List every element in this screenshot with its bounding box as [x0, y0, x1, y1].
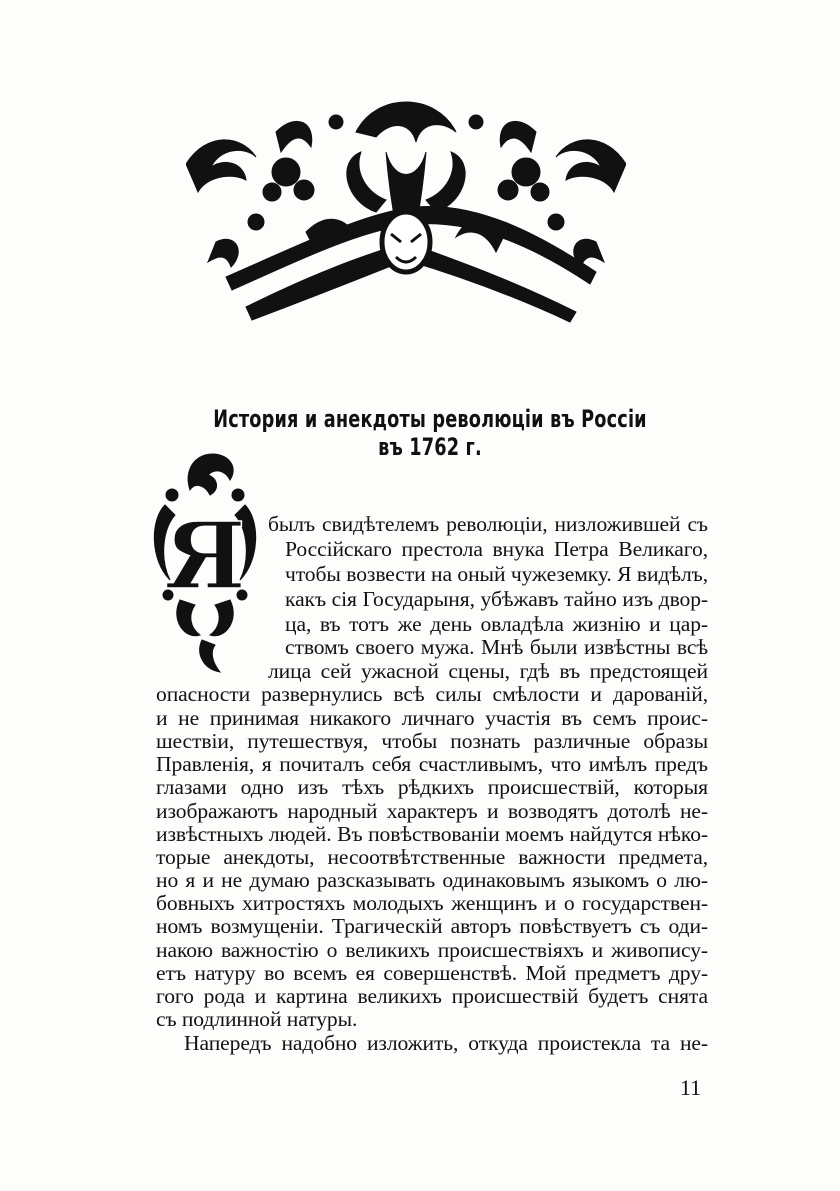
text-line: ца, въ тотъ же день овладѣла жизнію и цар-: [285, 612, 708, 636]
decorative-headpiece-ornament: [186, 92, 626, 342]
text-line: шествіи, путешествуя, чтобы познать различные образы: [156, 729, 708, 753]
text-line-last: съ подлинной натуры.: [156, 1007, 358, 1031]
chapter-title: История и анекдоты революціи въ Россіи въ 1762 г.: [213, 405, 647, 461]
text-line: чтобы возвести на оный чужеземку. Я видѣлъ,: [285, 562, 708, 586]
text-line: накою важностію о великихъ происшествіяхъ и живопису-: [156, 938, 708, 962]
text-line: опасности развернулись всѣ силы смѣлости и дарованій,: [156, 682, 708, 706]
text-line: изображаютъ народный характеръ и возводятъ дотолѣ не-: [156, 799, 708, 823]
text-line: былъ свидѣтелемъ революціи, низложившей съ: [268, 512, 708, 536]
text-line: но я и не думаю разсказывать одинаковымъ языкомъ о лю-: [156, 868, 708, 892]
text-line: Россійскаго престола внука Петра Великаго,: [285, 537, 708, 561]
text-line: лица сей ужасной сцены, гдѣ въ предстоящей: [268, 659, 708, 683]
text-line: ствомъ своего мужа. Мнѣ были извѣстны всѣ: [285, 635, 708, 659]
text-line: етъ натуру во всемъ ея совершенствѣ. Мой предметъ дру-: [156, 961, 708, 985]
text-line: бовныхъ хитростяхъ молодыхъ женщинъ и о государствен-: [156, 891, 708, 915]
page-number: 11: [680, 1075, 702, 1100]
text-line: глазами одно изъ тѣхъ рѣдкихъ происшествій, которыя: [156, 775, 708, 799]
text-line: номъ возмущеніи. Трагическій авторъ повѣствуетъ съ оди-: [156, 914, 708, 938]
drop-cap-letter: Я: [164, 502, 246, 610]
decorated-drop-cap: [150, 450, 260, 675]
paragraph-start-line: Напередъ надобно изложить, откуда проистекла та не-: [184, 1031, 708, 1055]
text-line: гого рода и картина великихъ происшествій будетъ снята: [156, 984, 708, 1008]
text-line: Правленія, я почиталъ себя счастливымъ, что имѣлъ предъ: [156, 752, 708, 776]
text-line: какъ сія Государыня, убѣжавъ тайно изъ двор-: [285, 587, 708, 611]
text-line: извѣстныхъ людей. Въ повѣствованіи моемъ найдутся нѣко-: [156, 822, 708, 846]
text-line: и не принимая никакого личнаго участія въ семъ проис-: [156, 706, 708, 730]
text-line: торые анекдоты, несоотвѣтственные важности предмета,: [156, 845, 708, 869]
